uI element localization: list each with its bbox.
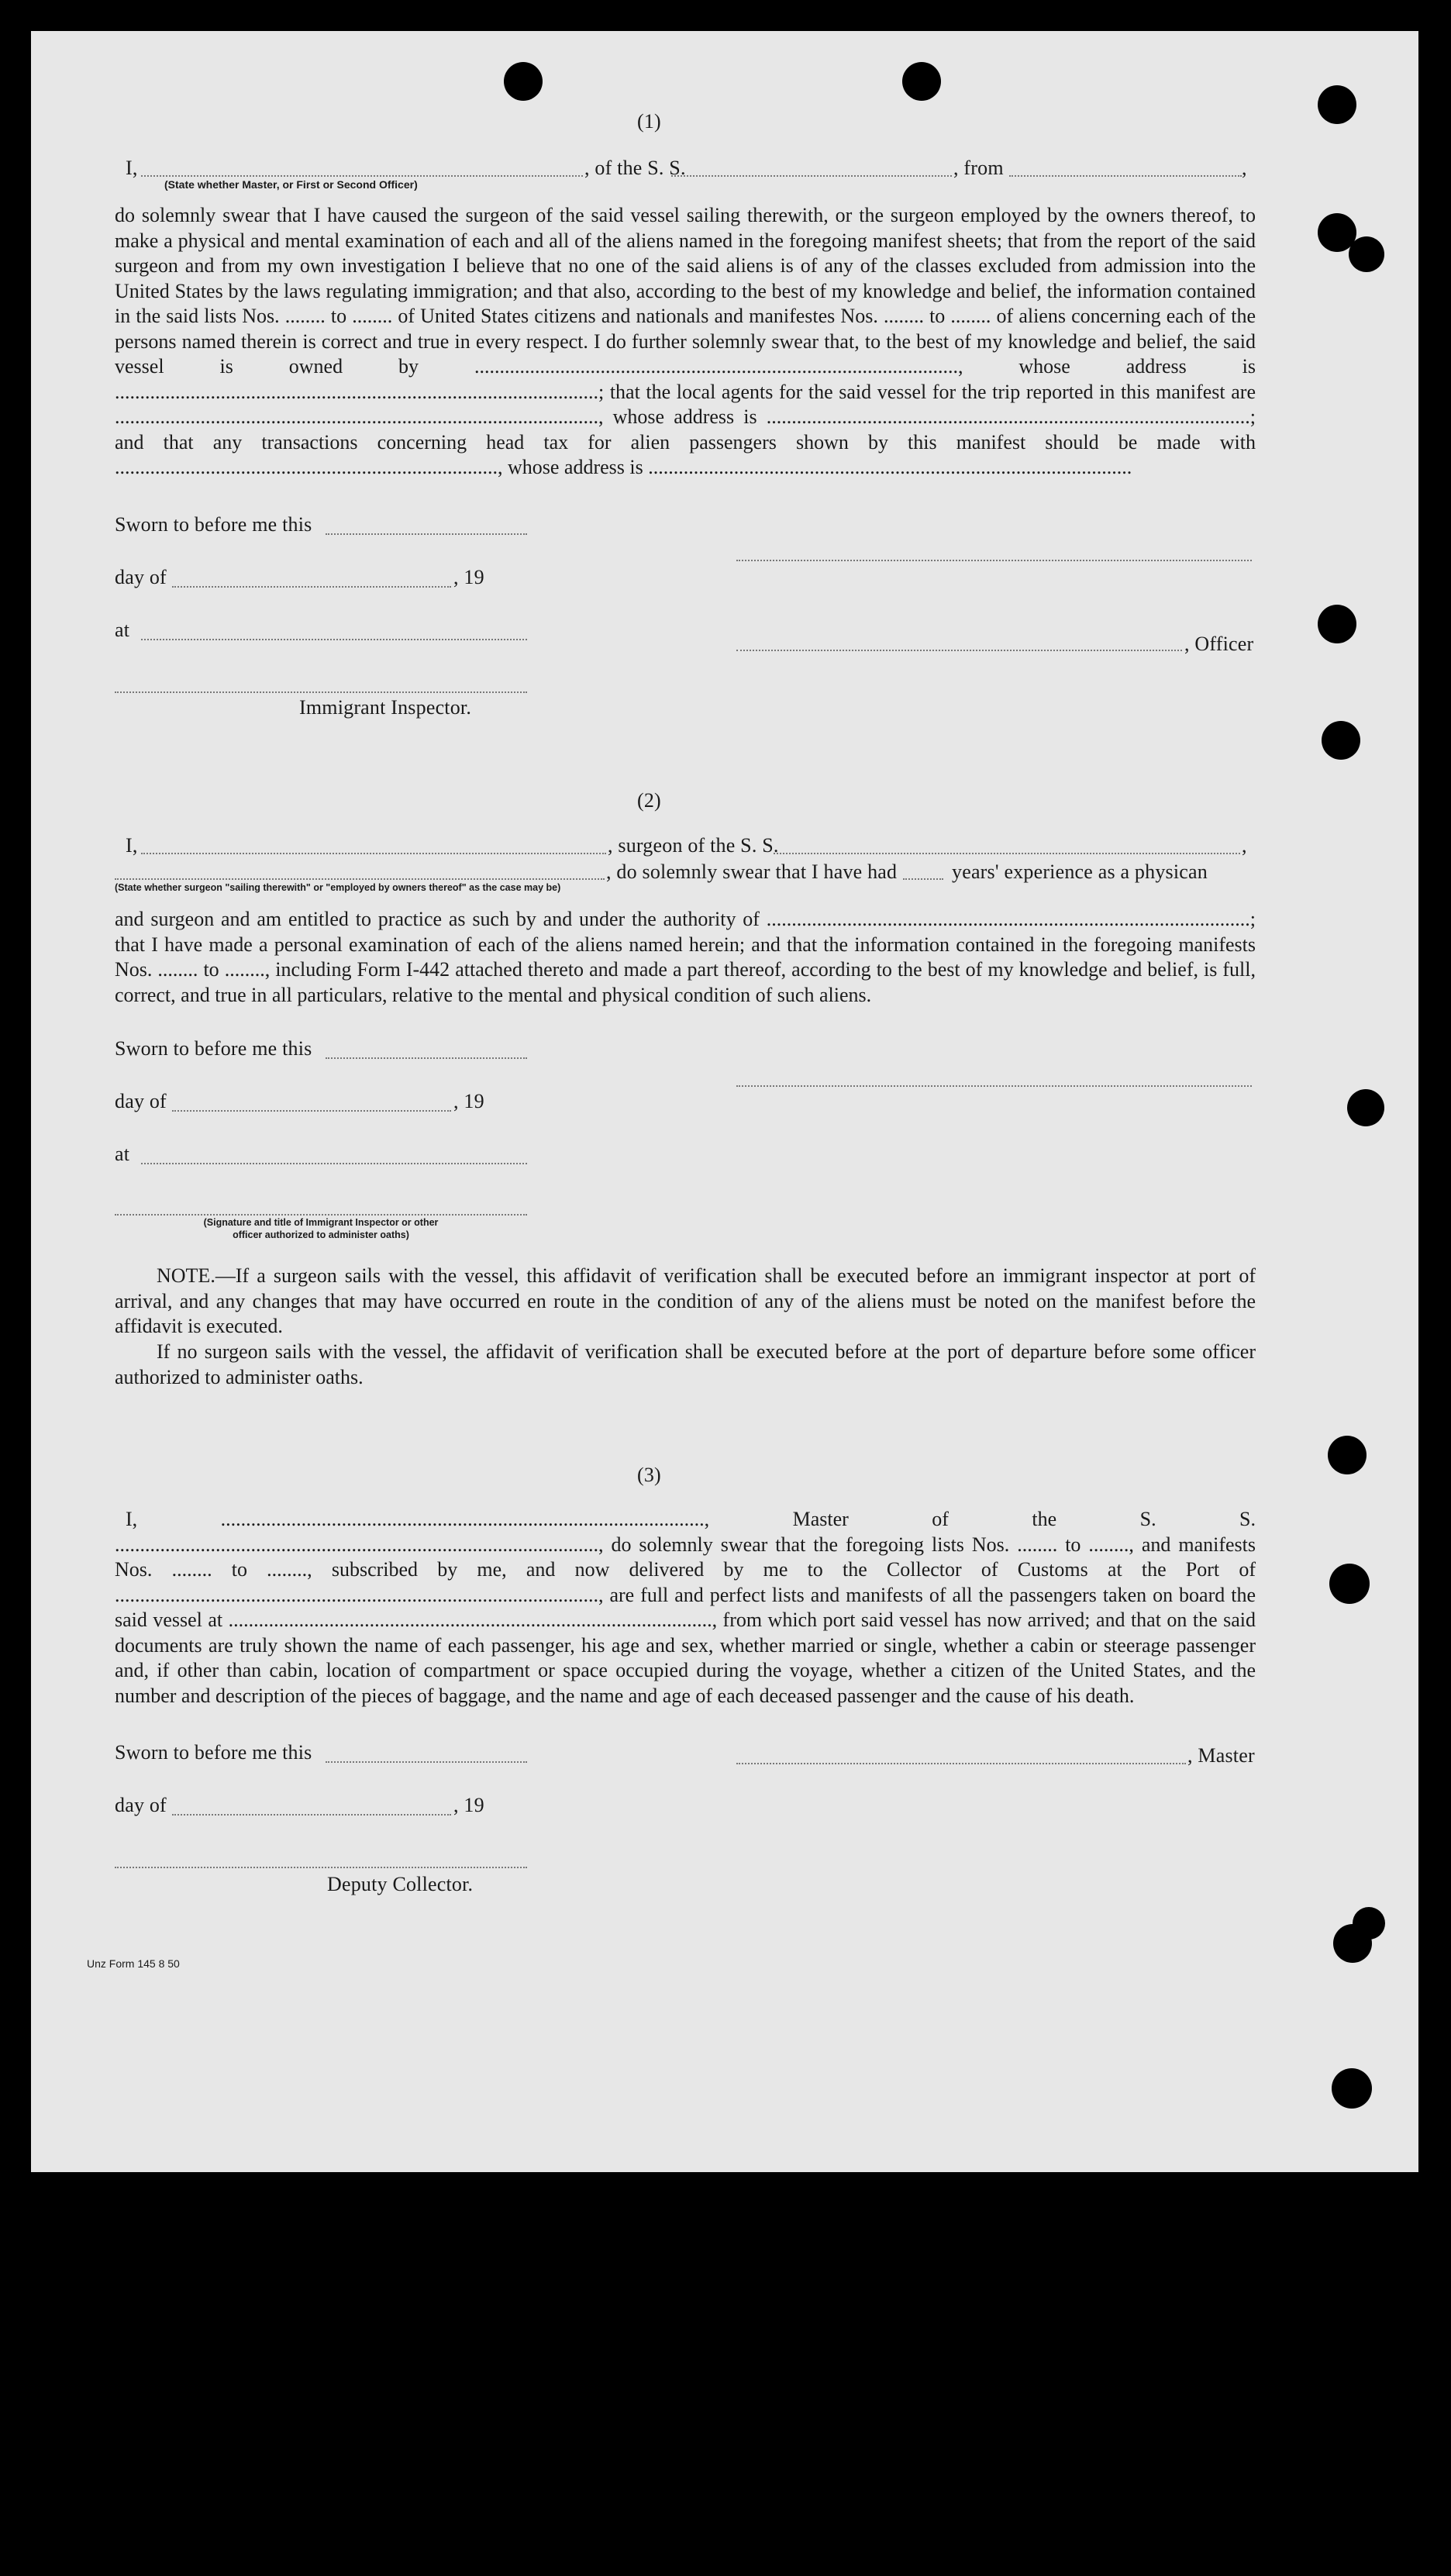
s1-line1-ship: , of the S. S. bbox=[584, 157, 686, 179]
s3-oath-paragraph: I, ................................................................................................, Master of the S. S. ................................................................................................, do solemnly swear that the foregoing lists Nos. ........ to ........, and manifests Nos. ........ to ........, subscribed by me, and now delivered by me to the Collector of Customs at the Port of ................................................................................................, are full and perfect lists and manifests of all the passengers taken on board the said vessel at ................................................................................................, from which port said vessel has now arrived; and that on the said documents are truly shown the name of each passenger, his age and sex, whether married or single, whether a cabin or steerage passenger and, if other than cabin, location of compartment or space occupied during the voyage, whether a citizen of the United States, and the number and description of the pieces of baggage, and the name and age of each deceased passenger and the cause of his death. bbox=[115, 1508, 1256, 1707]
punch-hole bbox=[1332, 2068, 1372, 2109]
s1-dayof: day of bbox=[115, 566, 167, 588]
s2-line2: , do solemnly swear that I have had bbox=[606, 860, 898, 883]
punch-hole bbox=[504, 62, 543, 101]
s1-sworn: Sworn to before me this bbox=[115, 513, 312, 536]
s2-note-1: NOTE.—If a surgeon sails with the vessel, this affidavit of verification shall be executed before an immigrant inspector at port of arrival, and any changes that may have occurred en route in the condition of any of the aliens must be noted on the manifest before the affidavit is executed. bbox=[115, 1264, 1256, 1337]
s2-hint: (State whether surgeon "sailing therewith" or "employed by owners thereof" as the case may be) bbox=[115, 882, 561, 893]
punch-hole bbox=[1353, 1907, 1385, 1940]
punch-hole bbox=[1318, 605, 1356, 643]
s2-surgeon-ship: , surgeon of the S. S. bbox=[608, 834, 779, 857]
punch-hole bbox=[902, 62, 941, 101]
s2-note-2: If no surgeon sails with the vessel, the affidavit of verification shall be executed before at the port of departure before some officer authorized to administer oaths. bbox=[115, 1340, 1256, 1388]
punch-hole bbox=[1347, 1089, 1384, 1126]
s1-line1-from: , from bbox=[953, 157, 1004, 179]
s2-sig-1: (Signature and title of Immigrant Inspector or other bbox=[203, 1217, 439, 1228]
punch-hole bbox=[1318, 85, 1356, 124]
s3-deputy: Deputy Collector. bbox=[327, 1873, 474, 1895]
punch-hole bbox=[1328, 1436, 1367, 1474]
punch-hole bbox=[1349, 236, 1384, 272]
form-number: Unz Form 145 8 50 bbox=[87, 1957, 180, 1970]
s3-master: , Master bbox=[1187, 1744, 1255, 1767]
form-page: (1) I, , of the S. S. , from , (State whether Master, or First or Second Officer) do solemnly swear that I have caused the surgeon of the said vessel sailing therewith, or the surgeon employed by the owners thereof, to make a physical and mental examination of each and all of the aliens named in the foregoing manifest sheets; that from the report of the said surgeon and from my own investigation I believe that no one of the said aliens is of any of the classes excluded from admission into the United States by the laws regulating immigration; and that also, according to the best of my knowledge and belief, the information contained in the said lists Nos. ........ to ........ of United States citizens and nationals and manifestes Nos. ........ to ........ of aliens concerning each of the persons named therein is correct and true in every respect. I do further solemnly swear that, to the best of my knowledge and belief, the said vessel is owned by ................................................................................................, whose address is ................................................................................................; that the local agents for the said vessel for the trip reported in this manifest are ................................................................................................, whose address is ................................................................................................; and that any transactions concerning head tax for alien passengers shown by this manifest should be made with ............................................................................, whose address is ................................................................................................ Sworn to before me this day of , 19 at , Officer Immigrant Inspector. (2) I, , surgeon of the S. S. , , do solemnly swear that I have had years' experience as a physican (State whether surgeon "sailing therewith" or "employed by owners thereof" as the case may be) and surgeon and am entitled to practice as such by and under the authority of ................................................................................................; that I have made a personal examination of each of the aliens named herein; and that the information contained in the foregoing manifests Nos. ........ to ........, including Form I-442 attached thereto and made a part thereof, according to the best of my knowledge and belief, is full, correct, and true in all particulars, relative to the mental and physical condition of such aliens. Sworn to before me this day of , 19 at (Signature and title of Immigrant Inspector or other officer authorized to administer oaths) NOTE.—If a surgeon sails with the vessel, this affidavit of verification shall be executed before an immigrant inspector at port of arrival, and any changes that may have occurred en route in the condition of any of the aliens must be noted on the manifest before the affidavit is executed. If no surgeon sails with the vessel, the affidavit of verification shall be executed before at the port of departure before some officer authorized to administer oaths. (3) I, ................................................................................................, Master of the S. S. ................................................................................................, do solemnly swear that the foregoing lists Nos. ........ to ........, and manifests Nos. ........ to ........, subscribed by me, and now delivered by me to the Collector of Customs at the Port of ................................................................................................, are full and perfect lists and manifests of all the passengers taken on board the said vessel at ................................................................................................, from which port said vessel has now arrived; and that on the said documents are truly shown the name of each passenger, his age and sex, whether married or single, whether a cabin or steerage passenger and, if other than cabin, location of compartment or space occupied during the voyage, whether a citizen of the United States, and the number and description of the pieces of baggage, and the name and age of each deceased passenger and the cause of his death. Sworn to before me this , Master day of , 19 Deputy Collector. Unz Form 145 8 50 bbox=[31, 31, 1418, 2172]
s1-at: at bbox=[115, 619, 130, 641]
punch-hole bbox=[1322, 721, 1360, 760]
s1-line1-i: I, bbox=[126, 157, 138, 179]
s1-inspector: Immigrant Inspector. bbox=[299, 696, 472, 719]
s1-hint: (State whether Master, or First or Second Officer) bbox=[164, 178, 418, 191]
section-2-number: (2) bbox=[637, 789, 661, 812]
s2-oath-paragraph: and surgeon and am entitled to practice as such by and under the authority of ................................................................................................; that I have made a personal examination of each of the aliens named herein; and that the information contained in the foregoing manifests Nos. ........ to ........, including Form I-442 attached thereto and made a part thereof, according to the best of my knowledge and belief, is full, correct, and true in all particulars, relative to the mental and physical condition of such aliens. bbox=[115, 908, 1256, 1006]
section-3-number: (3) bbox=[637, 1464, 661, 1486]
s1-officer: , Officer bbox=[1184, 633, 1254, 655]
section-1-number: (1) bbox=[637, 110, 661, 133]
s1-oath-paragraph: do solemnly swear that I have caused the surgeon of the said vessel sailing therewith, or the surgeon employed by the owners thereof, to make a physical and mental examination of each and all of the aliens named in the foregoing manifest sheets; that from the report of the said surgeon and from my own investigation I believe that no one of the said aliens is of any of the classes excluded from admission into the United States by the laws regulating immigration; and that also, according to the best of my knowledge and belief, the information contained in the said lists Nos. ........ to ........ of United States citizens and nationals and manifestes Nos. ........ to ........ of aliens concerning each of the persons named therein is correct and true in every respect. I do further solemnly swear that, to the best of my knowledge and belief, the said vessel is owned by ................................................................................................, whose address is ................................................................................................; that the local agents for the said vessel for the trip reported in this manifest are ................................................................................................, whose address is ................................................................................................; and that any transactions concerning head tax for alien passengers shown by this manifest should be made with ............................................................................, whose address is ................................................................................................ bbox=[115, 204, 1256, 478]
s2-sig-2: officer authorized to administer oaths) bbox=[233, 1229, 409, 1240]
punch-hole bbox=[1329, 1564, 1370, 1604]
